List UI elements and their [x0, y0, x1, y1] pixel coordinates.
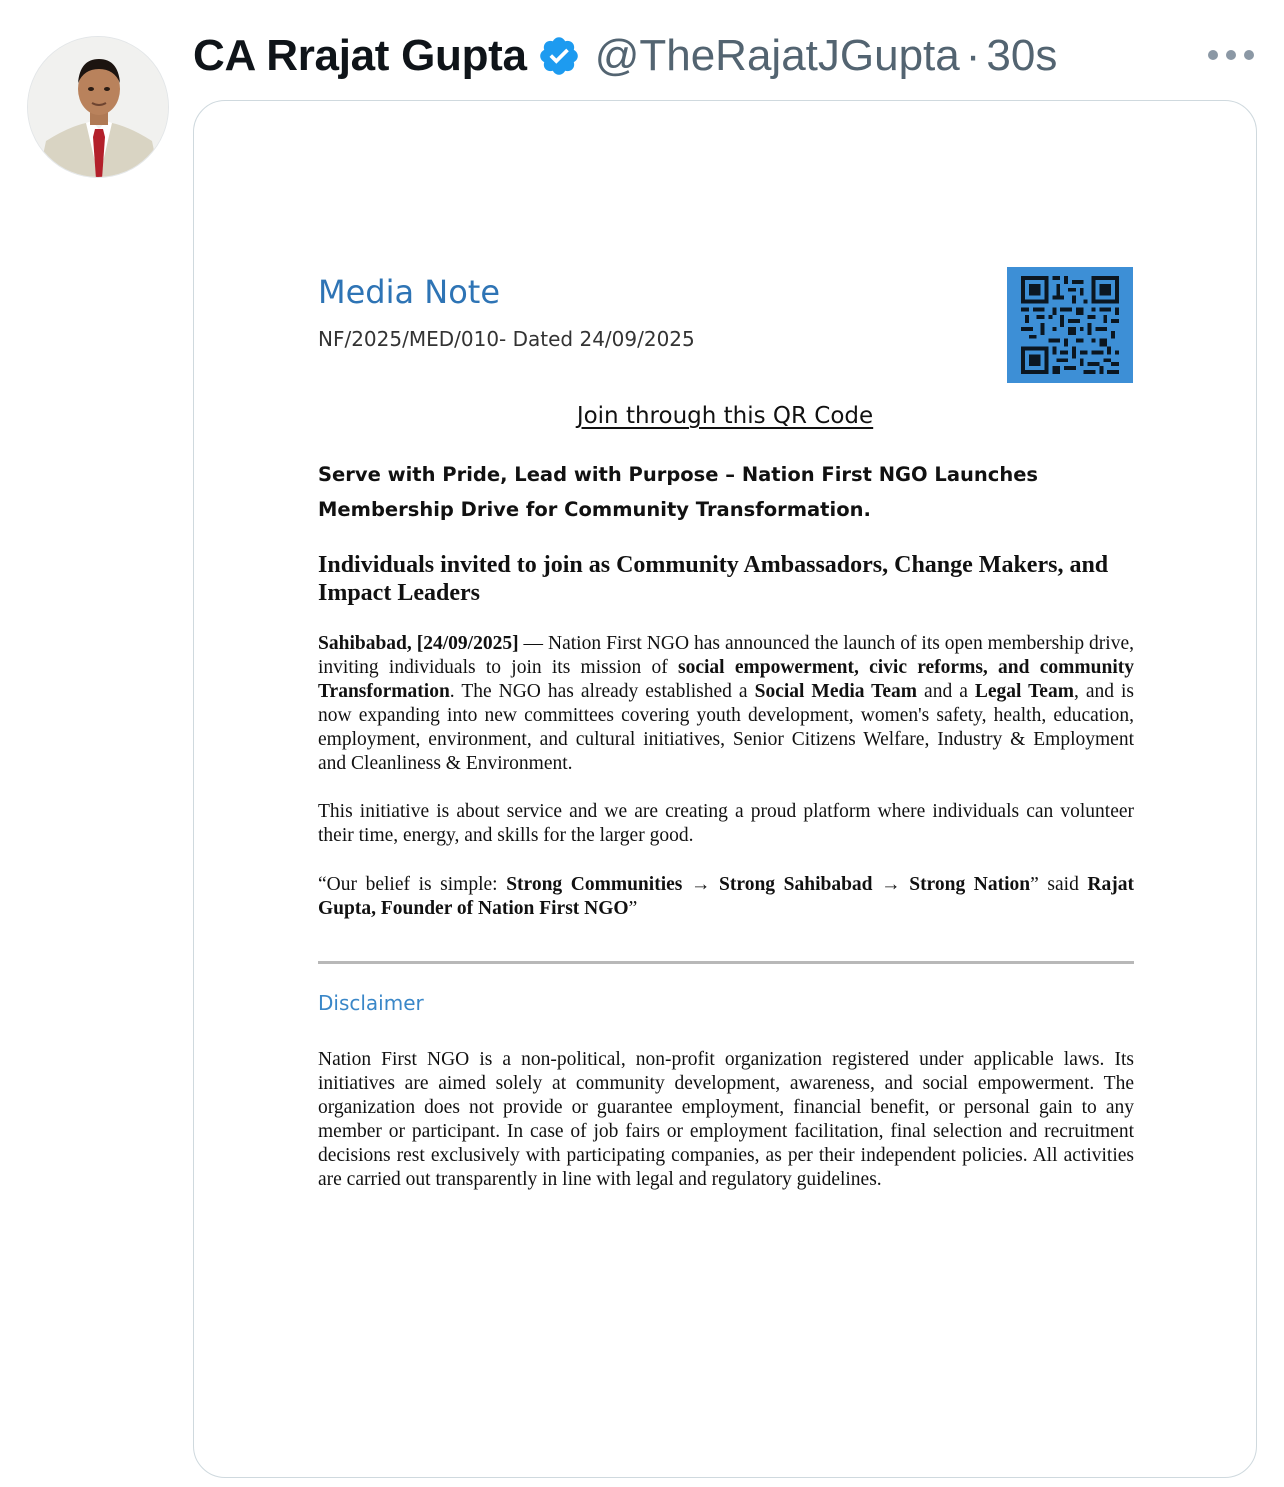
- paragraph-announcement: Sahibabad, [24/09/2025] — Nation First NGO has announced the launch of its open membership drive, inviting individuals to join its mission of social empowerment, civic reforms, and community Transformation. The NGO has already established a Social Media Team and a Legal Team, and is now expanding into new committees covering youth development, women's safety, health, education, employment, environment, and cultural initiatives, Senior Citizens Welfare, Industry & Employment and Cleanliness & Environment.: [318, 633, 1135, 774]
- document-reference: NF/2025/MED/010- Dated 24/09/2025: [318, 327, 695, 351]
- display-name[interactable]: CA Rrajat Gupta: [193, 31, 527, 80]
- paragraph-initiative: This initiative is about service and we are creating a proud platform where individuals can volunteer their time, energy, and skills for the larger good.: [318, 801, 1134, 846]
- document-subheading: Individuals invited to join as Community Ambassadors, Change Makers, and Impact Leaders: [318, 552, 1109, 606]
- qr-code-icon: [1007, 267, 1133, 383]
- divider: [318, 961, 1134, 964]
- paragraph-quote: “Our belief is simple: Strong Communities → Strong Sahibabad → Strong Nation” said Rajat Gupta, Founder of Nation First NGO”: [318, 874, 1134, 919]
- tweet-media[interactable]: [193, 100, 1257, 1478]
- disclaimer-text: Nation First NGO is a non-political, non-profit organization registered under applicable laws. Its initiatives are aimed solely at community development, awareness, and social empowerment. The organization does not provide or guarantee employment, financial benefit, or personal gain to any member or participant. In case of job fairs or employment facilitation, final selection and recruitment decisions rest exclusively with participating companies, as per their independent policies. All activities are carried out transparently in line with legal and regulatory guidelines.: [318, 1049, 1134, 1190]
- disclaimer-title: Disclaimer: [318, 991, 424, 1015]
- separator: ·: [965, 31, 981, 80]
- document-title: Media Note: [318, 273, 501, 311]
- timestamp[interactable]: 30s: [986, 31, 1058, 80]
- handle[interactable]: @TheRajatJGupta: [594, 31, 960, 80]
- verified-badge-icon[interactable]: [537, 34, 581, 78]
- more-horizontal-icon[interactable]: [1208, 40, 1254, 70]
- avatar[interactable]: [27, 36, 169, 178]
- avatar-photo: [28, 37, 169, 178]
- join-qr-caption: Join through this QR Code: [576, 403, 874, 429]
- document-headline: Serve with Pride, Lead with Purpose – Nation First NGO Launches Membership Drive for Community Transformation.: [318, 463, 1039, 521]
- dateline: Sahibabad, [24/09/2025]: [318, 633, 519, 654]
- tweet-header: [193, 24, 1057, 88]
